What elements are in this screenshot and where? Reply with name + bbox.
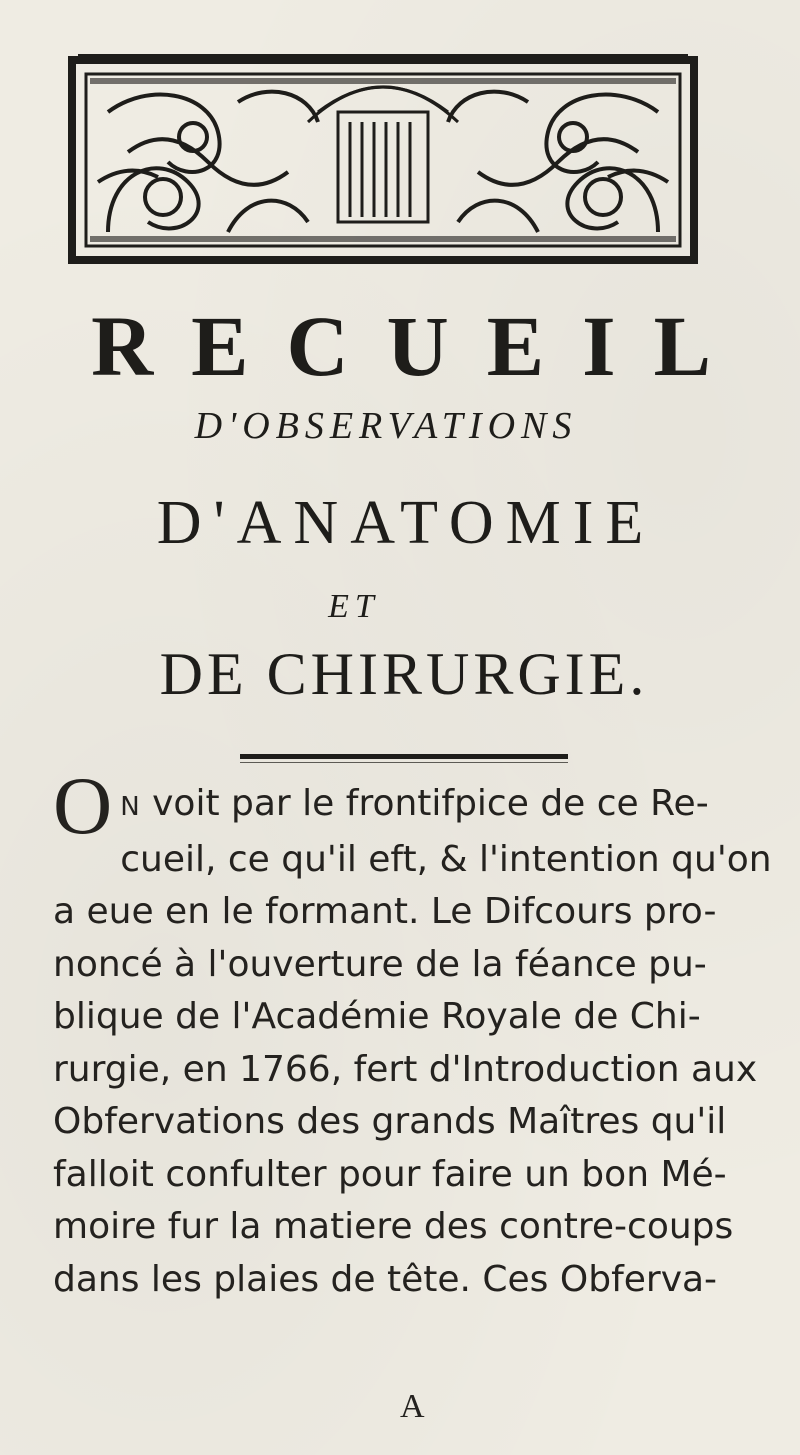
- first-word-rest: N: [120, 792, 141, 822]
- separator-rule-thin: [240, 762, 568, 763]
- title-recueil: RECUEIL: [91, 298, 749, 394]
- text-line-3: a eue en le formant. Le Difcours pro-: [53, 891, 717, 932]
- text-line-9: moire fur la matiere des contre-coups: [53, 1206, 734, 1247]
- text-line-5: blique de l'Académie Royale de Chi-: [53, 996, 701, 1037]
- separator-rule: [240, 754, 568, 759]
- signature-mark: A: [400, 1388, 425, 1425]
- text-line-8: falloit confulter pour faire un bon Mé-: [53, 1153, 727, 1195]
- text-line-1: [53, 760, 743, 851]
- text-line-6: rurgie, en 1766, fert d'Introduction aux: [53, 1048, 758, 1090]
- body-paragraph: [53, 760, 772, 1306]
- text-line-1-content: voit par le frontifpice de ce Re-: [152, 783, 709, 824]
- title-anatomie: D'ANATOMIE: [156, 489, 656, 557]
- text-line-10: dans les plaies de tête. Ces Obferva-: [53, 1258, 718, 1300]
- title-et: ET: [328, 588, 380, 625]
- headpiece-ornament: [68, 52, 698, 266]
- text-line-7: Obfervations des grands Maîtres qu'il: [53, 1101, 727, 1142]
- title-chirurgie: DE CHIRURGIE.: [159, 641, 649, 707]
- title-observations: D'OBSERVATIONS: [194, 405, 578, 447]
- dropcap: O: [53, 760, 113, 851]
- text-line-2: cueil, ce qu'il eft, & l'intention qu'on: [120, 838, 772, 880]
- text-line-4: noncé à l'ouverture de la féance pu-: [53, 943, 707, 985]
